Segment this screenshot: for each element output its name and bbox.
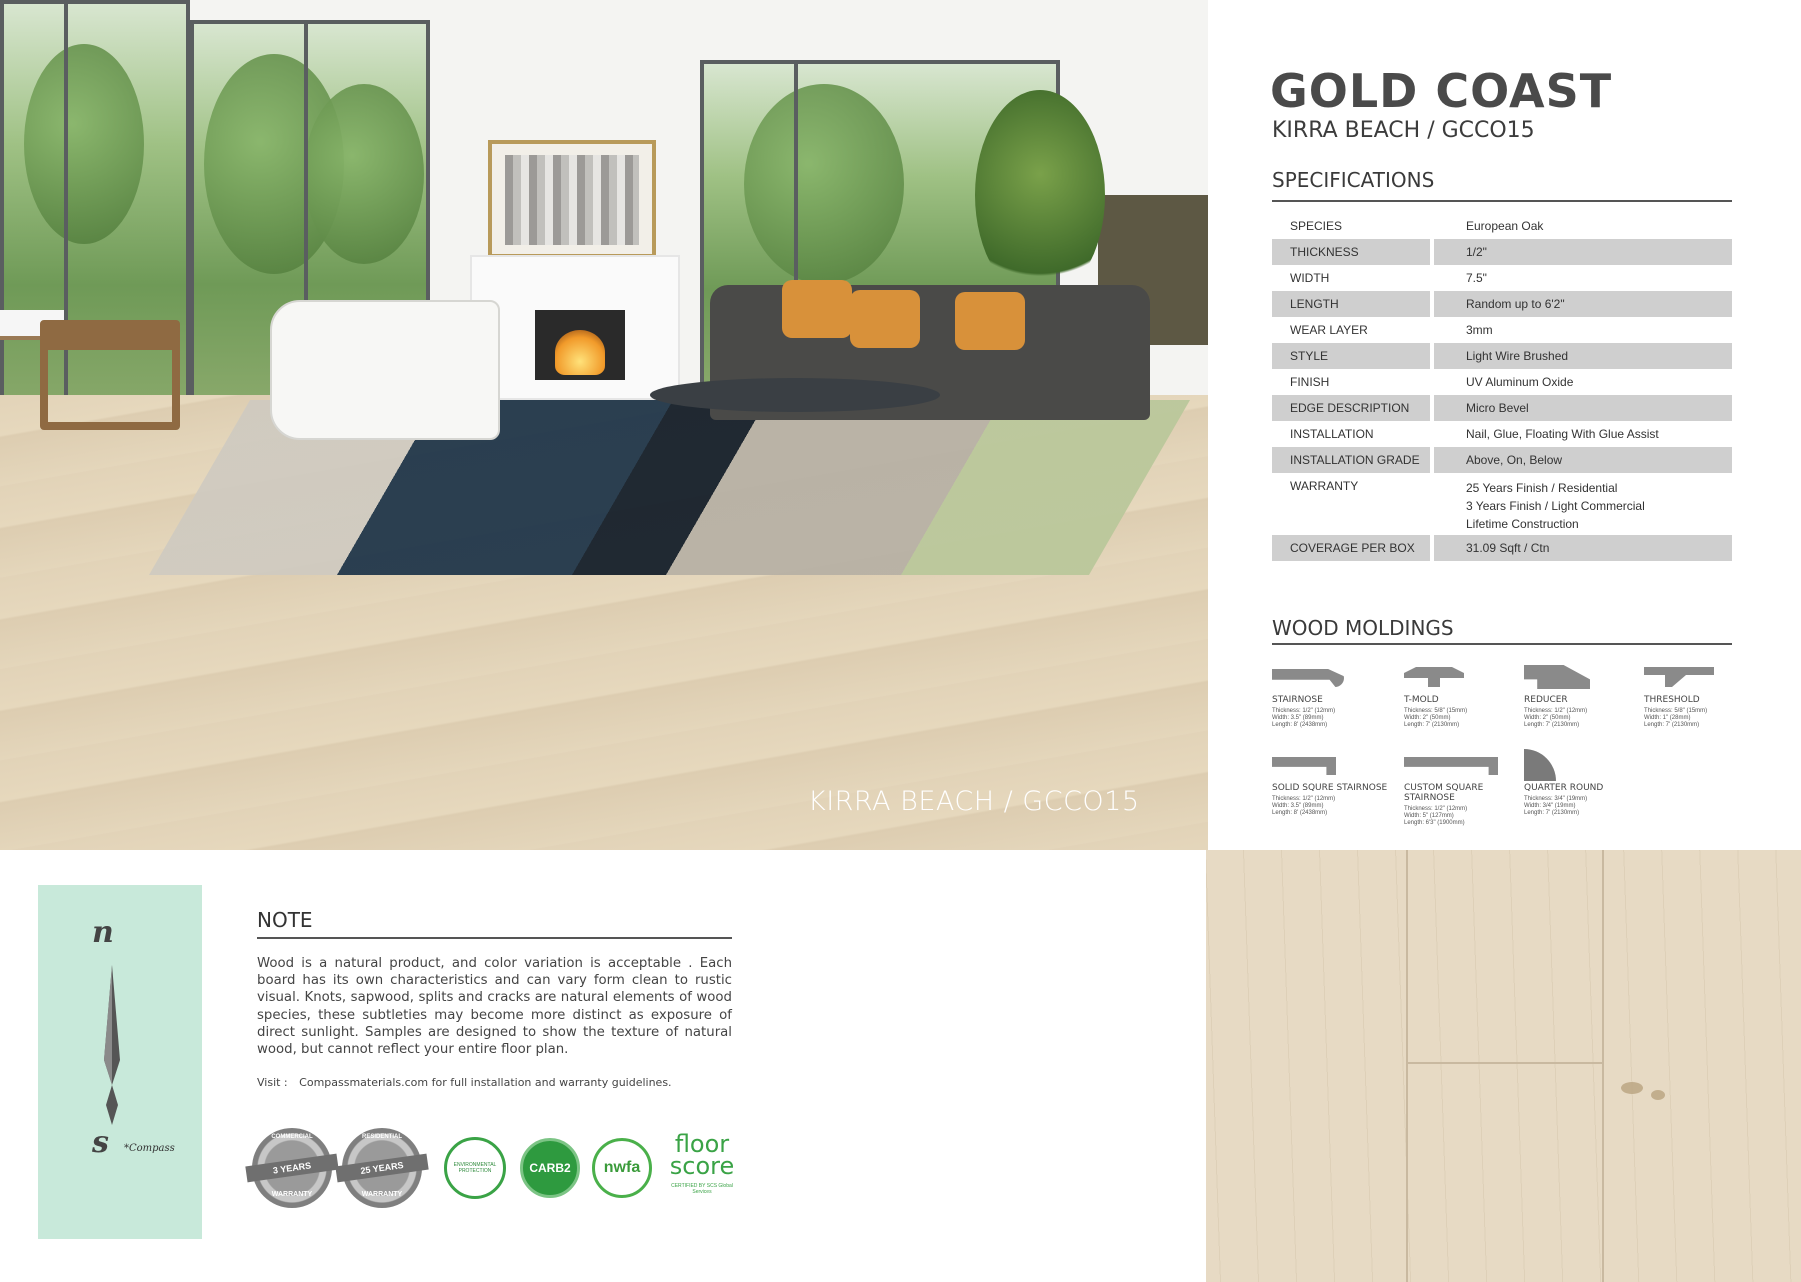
- specifications-rule: [1272, 200, 1732, 202]
- coffee-table: [650, 378, 940, 412]
- molding-details: [1272, 708, 1392, 729]
- badge-bottom-text: WARRANTY: [271, 1191, 313, 1198]
- spec-row-thickness: [1272, 239, 1732, 265]
- molding-detail-line: Thickness: 3/4" (19mm): [1524, 796, 1588, 802]
- spec-value: 31.09 Sqft / Ctn: [1434, 535, 1732, 561]
- spec-value: 1/2": [1434, 239, 1732, 265]
- spec-value: Micro Bevel: [1434, 395, 1732, 421]
- nwfa-badge-icon: [592, 1138, 652, 1198]
- logo-letter-n: n: [92, 915, 114, 950]
- spec-value: [1434, 473, 1732, 535]
- molding-name: REDUCER: [1524, 695, 1568, 705]
- certification-badges: [252, 1128, 752, 1208]
- floorscore-badge-icon: [662, 1124, 742, 1204]
- molding-stairnose: [1272, 665, 1392, 729]
- moldings-rule: [1272, 643, 1732, 645]
- molding-detail-line: Width: 2" (50mm): [1404, 715, 1451, 721]
- warranty-line: 25 Years Finish / Residential: [1466, 481, 1618, 495]
- lounge-chair: [270, 300, 500, 440]
- commercial-warranty-badge-icon: [252, 1128, 332, 1208]
- wood-knot: [1651, 1090, 1665, 1100]
- spec-value: 7.5": [1466, 271, 1487, 285]
- spec-row-width: [1272, 265, 1732, 291]
- molding-detail-line: Width: 3/4" (19mm): [1524, 803, 1576, 809]
- spec-value: Nail, Glue, Floating With Glue Assist: [1466, 427, 1659, 441]
- tmold-profile-icon: [1404, 667, 1464, 687]
- spec-label: WIDTH: [1290, 271, 1330, 285]
- spec-value: Light Wire Brushed: [1434, 343, 1732, 369]
- logo-letter-s: s: [92, 1125, 109, 1160]
- wood-sample-image: [1206, 850, 1801, 1282]
- molding-quarter-round: [1524, 749, 1644, 817]
- warranty-line: 3 Years Finish / Light Commercial: [1466, 499, 1645, 513]
- molding-threshold: [1644, 665, 1764, 729]
- note-body: Wood is a natural product, and color variation is acceptable . Each board has its own characteristics and can vary form clean to rustic visual. Knots, sapwood, splits and cracks are natural elements of wood species, these subtleties may become more distinct as exposure of direct sunlight. Samples are designed to show the texture of natural wood, but cannot reflect your entire floor plan.: [257, 956, 732, 1058]
- floorscore-word: score: [669, 1152, 735, 1180]
- molding-details: [1524, 796, 1644, 817]
- floorscore-word: floor: [674, 1130, 730, 1158]
- spec-label: COVERAGE PER BOX: [1272, 535, 1430, 561]
- carb2-badge-icon: [520, 1138, 580, 1198]
- spec-row-wear-layer: [1272, 317, 1732, 343]
- molding-detail-line: Length: 8' (2438mm): [1272, 810, 1328, 816]
- note-heading: NOTE: [257, 908, 313, 932]
- nwfa-badge-text: nwfa: [603, 1159, 641, 1176]
- molding-detail-line: Length: 7' (2130mm): [1524, 722, 1580, 728]
- spec-label: EDGE DESCRIPTION: [1272, 395, 1430, 421]
- specifications-heading: SPECIFICATIONS: [1272, 168, 1435, 192]
- spec-row-finish: [1272, 369, 1732, 395]
- moldings-heading: WOOD MOLDINGS: [1272, 616, 1454, 640]
- spec-row-style: [1272, 343, 1732, 369]
- wood-knot: [1621, 1082, 1643, 1094]
- fire-icon: [555, 330, 605, 375]
- compass-logo-panel: [38, 885, 202, 1239]
- molding-name: STAIRNOSE: [1272, 695, 1323, 705]
- plant: [975, 90, 1105, 300]
- badge-ribbon-text: 25 YEARS: [335, 1154, 428, 1183]
- note-rule: [257, 937, 732, 939]
- molding-detail-line: Length: 7' (2130mm): [1644, 722, 1700, 728]
- molding-name: THRESHOLD: [1644, 695, 1700, 705]
- molding-detail-line: Width: 2" (50mm): [1524, 715, 1571, 721]
- stairnose-profile-icon: [1272, 669, 1344, 687]
- spec-label: LENGTH: [1272, 291, 1430, 317]
- room-photo: [0, 0, 1208, 850]
- molding-detail-line: Length: 8' (2438mm): [1272, 722, 1328, 728]
- molding-solid-square-stairnose: [1272, 753, 1392, 817]
- epa-badge-icon: [444, 1137, 506, 1199]
- molding-detail-line: Width: 5" (127mm): [1404, 813, 1454, 819]
- molding-details: [1404, 806, 1524, 827]
- spec-value: Above, On, Below: [1434, 447, 1732, 473]
- painting-art: [505, 155, 639, 245]
- spec-row-edge: [1272, 395, 1732, 421]
- molding-details: [1272, 796, 1392, 817]
- spec-label: INSTALLATION GRADE: [1272, 447, 1430, 473]
- plank-seam: [1406, 850, 1408, 1282]
- molding-detail-line: Width: 3.5" (89mm): [1272, 715, 1324, 721]
- spec-value: UV Aluminum Oxide: [1466, 375, 1574, 389]
- molding-detail-line: Length: 6'3" (1900mm): [1404, 820, 1465, 826]
- cushion: [955, 292, 1025, 350]
- badge-top-text: RESIDENTIAL: [361, 1134, 402, 1140]
- molding-detail-line: Length: 7' (2130mm): [1404, 722, 1460, 728]
- compass-needle-icon: [100, 965, 124, 1125]
- molding-detail-line: Thickness: 1/2" (12mm): [1272, 708, 1336, 714]
- molding-detail-line: Thickness: 5/8" (15mm): [1404, 708, 1468, 714]
- epa-badge-text: ENVIRONMENTAL PROTECTION: [453, 1162, 497, 1174]
- molding-detail-line: Thickness: 1/2" (12mm): [1272, 796, 1336, 802]
- wood-grain: [1206, 850, 1801, 1282]
- quarter-round-profile-icon: [1524, 749, 1556, 781]
- molding-detail-line: Thickness: 1/2" (12mm): [1404, 806, 1468, 812]
- molding-detail-line: Width: 3.5" (89mm): [1272, 803, 1324, 809]
- spec-label: WEAR LAYER: [1290, 323, 1368, 337]
- spec-row-warranty: [1272, 473, 1732, 535]
- spec-label: INSTALLATION: [1290, 427, 1374, 441]
- cushion: [850, 290, 920, 348]
- molding-detail-line: Width: 1" (28mm): [1644, 715, 1691, 721]
- molding-detail-line: Length: 7' (2130mm): [1524, 810, 1580, 816]
- spec-value: 3mm: [1466, 323, 1493, 337]
- spec-value: Random up to 6'2": [1434, 291, 1732, 317]
- molding-name: QUARTER ROUND: [1524, 783, 1604, 793]
- residential-warranty-badge-icon: [342, 1128, 422, 1208]
- room-caption: KIRRA BEACH / GCCO15: [808, 786, 1140, 817]
- product-subtitle: KIRRA BEACH / GCCO15: [1272, 118, 1535, 143]
- logo-brand: *Compass: [124, 1143, 175, 1154]
- molding-custom-square-stairnose: [1404, 753, 1524, 827]
- spec-label: THICKNESS: [1272, 239, 1430, 265]
- spec-label: FINISH: [1290, 375, 1330, 389]
- spec-row-coverage: [1272, 535, 1732, 561]
- badge-bottom-text: WARRANTY: [361, 1191, 403, 1198]
- spec-row-length: [1272, 291, 1732, 317]
- spec-row-installation-grade: [1272, 447, 1732, 473]
- molding-details: [1404, 708, 1524, 729]
- plank-seam: [1602, 850, 1604, 1282]
- spec-value: European Oak: [1466, 219, 1544, 233]
- square-stairnose-profile-icon: [1272, 757, 1336, 775]
- carb2-badge-text: CARB2: [529, 1161, 571, 1175]
- warranty-line: Lifetime Construction: [1466, 517, 1579, 531]
- note-visit: [257, 1076, 672, 1089]
- visit-text: Compassmaterials.com for full installation and warranty guidelines.: [299, 1076, 672, 1089]
- molding-reducer: [1524, 665, 1644, 729]
- molding-name: T-MOLD: [1404, 695, 1439, 705]
- molding-tmold: [1404, 665, 1524, 729]
- plank-seam: [1408, 1062, 1602, 1064]
- spec-label: STYLE: [1272, 343, 1430, 369]
- spec-label: WARRANTY: [1290, 479, 1359, 493]
- molding-detail-line: Thickness: 1/2" (12mm): [1524, 708, 1588, 714]
- dining-chair: [40, 320, 180, 430]
- spec-label: SPECIES: [1290, 219, 1343, 233]
- collection-title: GOLD COAST: [1270, 64, 1613, 118]
- molding-name: CUSTOM SQUARE STAIRNOSE: [1404, 783, 1484, 803]
- visit-label: Visit :: [257, 1076, 288, 1089]
- reducer-profile-icon: [1524, 665, 1590, 689]
- spec-row-installation: [1272, 421, 1732, 447]
- molding-name: SOLID SQURE STAIRNOSE: [1272, 783, 1388, 793]
- spec-row-species: [1272, 213, 1732, 239]
- threshold-profile-icon: [1644, 667, 1714, 687]
- cushion: [782, 280, 852, 338]
- badge-ribbon-text: 3 YEARS: [245, 1154, 338, 1183]
- custom-stairnose-profile-icon: [1404, 757, 1498, 775]
- molding-details: [1644, 708, 1764, 729]
- badge-top-text: COMMERCIAL: [271, 1134, 313, 1140]
- specifications-table: [1272, 213, 1732, 561]
- floorscore-cert-text: CERTIFIED BY SCS Global Services: [671, 1183, 733, 1195]
- molding-detail-line: Thickness: 5/8" (15mm): [1644, 708, 1708, 714]
- molding-details: [1524, 708, 1644, 729]
